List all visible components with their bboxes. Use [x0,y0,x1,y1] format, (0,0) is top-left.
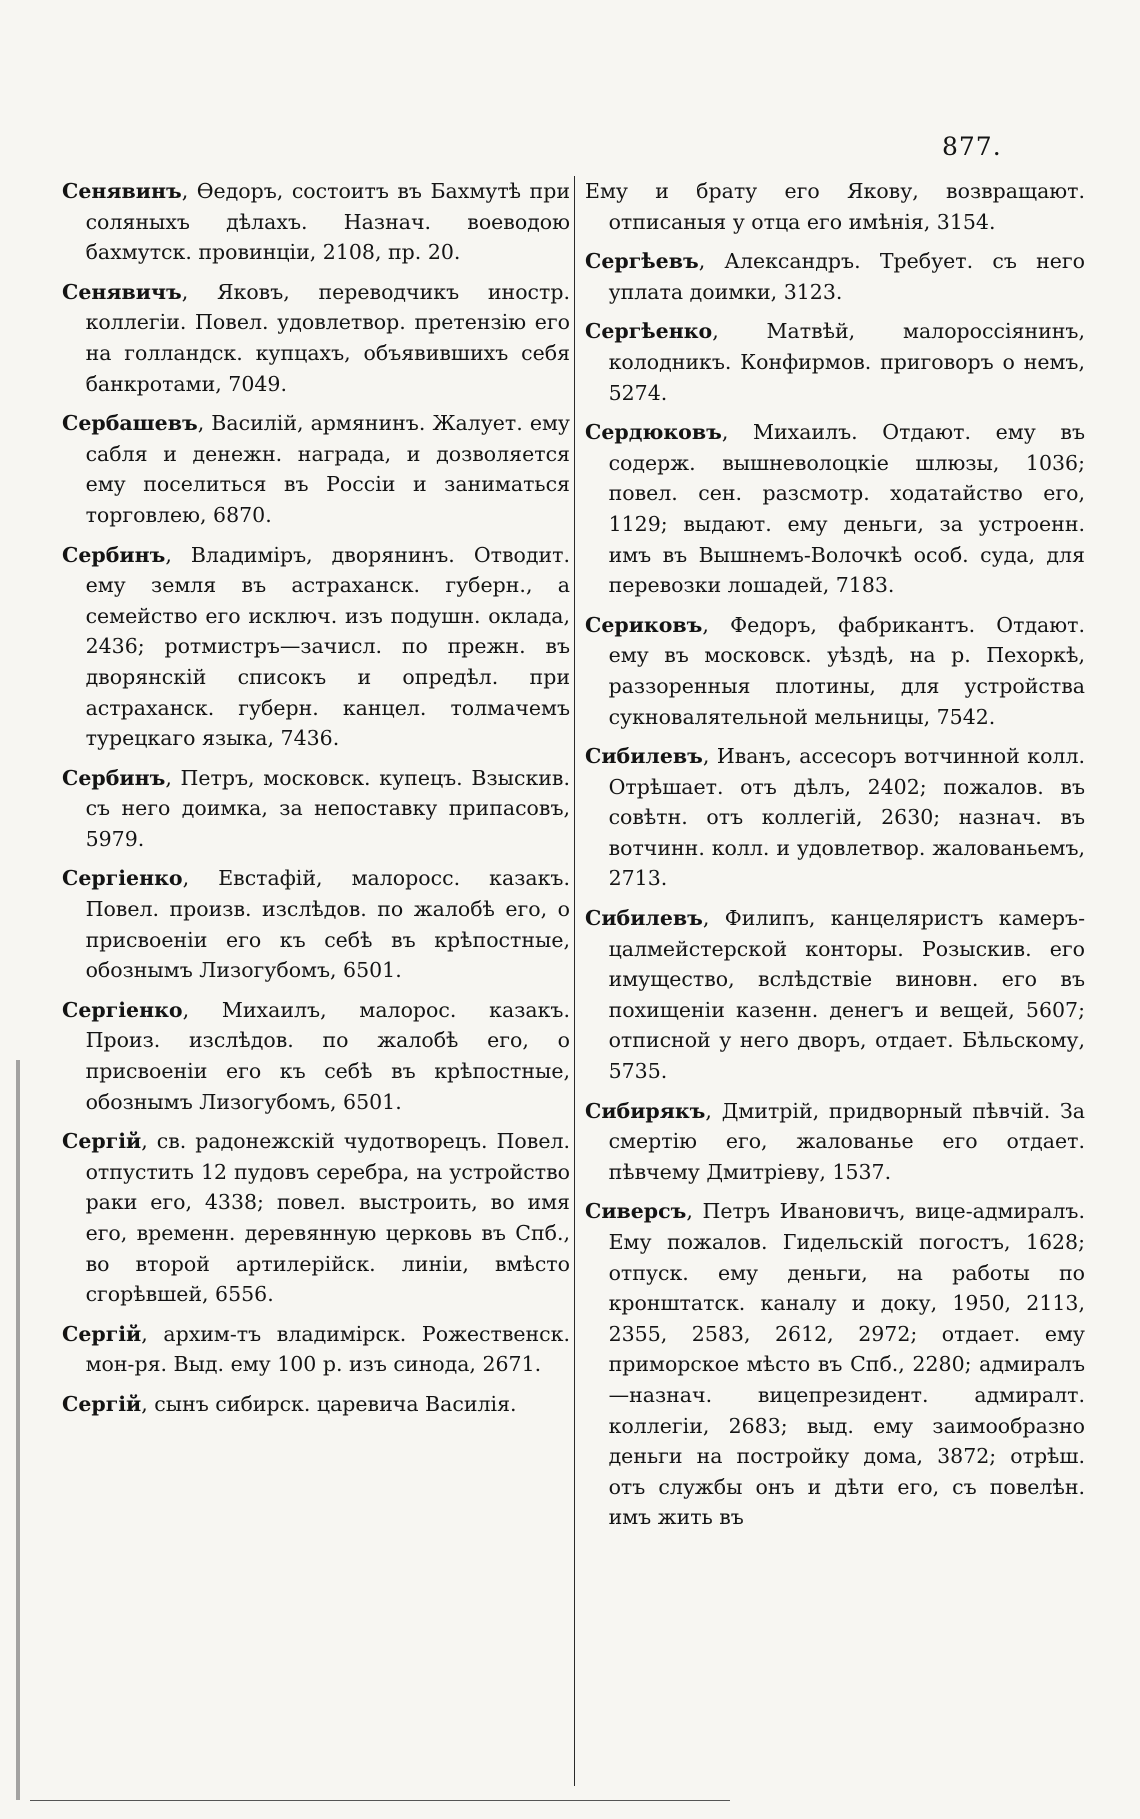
entry-headword: Сиверсъ [585,1199,687,1224]
index-entry [62,1389,570,1420]
entry-headword: Сибилевъ [585,906,703,931]
page-number: 877. [942,132,1002,161]
index-entry [62,763,570,855]
index-entry [585,1096,1085,1188]
entry-headword: Сенявичъ [62,279,182,304]
index-entry [62,540,570,754]
index-entry [62,1126,570,1310]
entry-text: , Федоръ, фабрикантъ. Отдают. ему въ московск. уѣздѣ, на р. Пехоркѣ, раззоренныя плотины, для устройства сукновалятельной мельницы, 7542. [608,612,1085,729]
index-entry [585,741,1085,894]
right-column [585,176,1085,1542]
entry-headword: Сергіенко [62,866,183,891]
entry-text: , Василій, армянинъ. Жалует. ему сабля и денежн. награда, и дозволяется ему поселиться въ Россіи и заниматься торговлею, 6870. [85,411,570,527]
entry-headword: Сергѣевъ [585,249,699,274]
entry-text: , Филипъ, канцеляристъ камеръ-цалмейстерской конторы. Розыскив. его имущество, вслѣдствіе виновн. его въ похищеніи казенн. денегъ и вещей, 5607; отписной у него дворъ, отдает. Бѣльскому, 5735. [608,906,1085,1084]
index-entry [585,1196,1085,1533]
index-entry [585,610,1085,732]
entry-headword: Сербинъ [62,765,166,790]
entry-headword: Сербашевъ [62,411,198,436]
entry-text: , архим-тъ владимірск. Рожественск. мон-ря. Выд. ему 100 р. изъ синода, 2671. [85,1321,570,1377]
entry-headword: Сергій [62,1391,142,1416]
entry-headword: Сердюковъ [585,420,722,445]
index-entry [585,246,1085,307]
entry-text: Ему и брату его Якову, возвращают. отписаныя у отца его имѣнія, 3154. [585,179,1085,234]
entry-headword: Сибирякъ [585,1098,706,1123]
entry-headword: Сергій [62,1129,142,1154]
index-entry [62,995,570,1117]
entry-text: , Иванъ, ассесоръ вотчинной колл. Отрѣшает. отъ дѣлъ, 2402; пожалов. въ совѣтн. отъ коллегій, 2630; назнач. въ вотчинн. колл. и удовлетвор. жалованьемъ, 2713. [608,744,1085,891]
index-entry [62,277,570,399]
entry-text: , Дмитрій, придворный пѣвчій. За смертію его, жалованье его отдает. пѣвчему Дмитріеву, 1537. [608,1098,1085,1184]
entry-text: , Евстафій, малоросс. казакъ. Повел. произв. изслѣдов. по жалобѣ его, о присвоеніи его къ себѣ въ крѣпостные, обознымъ Лизогубомъ, 6501. [85,866,570,983]
index-entry [585,903,1085,1087]
entry-text: , Матвѣй, малороссіянинъ, колодникъ. Конфирмов. приговоръ о немъ, 5274. [608,319,1085,405]
entry-text: , Михаилъ. Отдают. ему въ содерж. вышневолоцкіе шлюзы, 1036; повел. сен. разсмотр. ходатайство его, 1129; выдают. ему деньги, за устроенн. имъ въ Вышнемъ-Волочкѣ особ. суда, для перевозки лошадей, 7183. [608,420,1085,598]
index-entry [62,176,570,268]
entry-headword: Сергіенко [62,997,183,1022]
entry-text: , Өедоръ, состоитъ въ Бахмутѣ при соляныхъ дѣлахъ. Назнач. воеводою бахмутск. провинціи, 2108, пр. 20. [85,179,570,265]
index-entry [62,863,570,985]
page-edge-shadow [16,1060,20,1800]
entry-text: , св. радонежскій чудотворецъ. Повел. отпустить 12 пудовъ серебра, на устройство раки его, 4338; повел. выстроить, во имя его, временн. деревянную церковь въ Спб., во второй артилерійск. линіи, вмѣсто сгорѣвшей, 6556. [85,1129,570,1307]
entry-text: , Петръ, московск. купецъ. Взыскив. съ него доимка, за непоставку припасовъ, 5979. [85,765,570,851]
entry-headword: Сибилевъ [585,744,703,769]
column-divider [574,176,575,1786]
entry-headword: Сергѣенко [585,319,713,344]
bottom-rule [30,1800,730,1801]
entry-text: , Петръ Ивановичъ, вице-адмиралъ. Ему пожалов. Гидельскій погостъ, 1628; отпуск. ему деньги, на работы по кронштатск. каналу и доку, 1950, 2113, 2355, 2583, 2612, 2972; отдает. ему приморское мѣсто въ Спб., 2280; адмиралъ—назнач. вицепрезидент. адмиралт. коллегіи, 2683; выд. ему заимообразно деньги на постройку дома, 3872; отрѣш. отъ службы онъ и дѣти его, съ повелѣн. имъ жить въ [608,1199,1085,1530]
entry-text: , Михаилъ, малорос. казакъ. Произ. изслѣдов. по жалобѣ его, о присвоеніи его къ себѣ въ крѣпостные, обознымъ Лизогубомъ, 6501. [85,997,570,1114]
entry-text: , Яковъ, переводчикъ иностр. коллегіи. Повел. удовлетвор. претензію его на голландск. купцахъ, объявившихъ себя банкротами, 7049. [85,279,570,396]
entry-text: , Александръ. Требует. съ него уплата доимки, 3123. [608,249,1085,304]
index-entry [62,408,570,530]
entry-headword: Сериковъ [585,612,703,637]
entry-text: , Владиміръ, дворянинъ. Отводит. ему земля въ астраханск. губерн., а семейство его исключ. изъ подушн. оклада, 2436; ротмистръ—зачисл. по прежн. въ дворянскій списокъ и опредѣл. при астраханск. губерн. канцел. толмачемъ турецкаго языка, 7436. [85,542,570,751]
entry-headword: Сербинъ [62,542,166,567]
entry-text: , сынъ сибирск. царевича Василія. [141,1391,517,1416]
index-entry [585,417,1085,601]
left-column [62,176,570,1429]
entry-headword: Сергій [62,1321,142,1346]
index-entry [585,316,1085,408]
entry-headword: Сенявинъ [62,179,182,203]
index-entry-continuation [585,176,1085,237]
index-entry [62,1319,570,1380]
